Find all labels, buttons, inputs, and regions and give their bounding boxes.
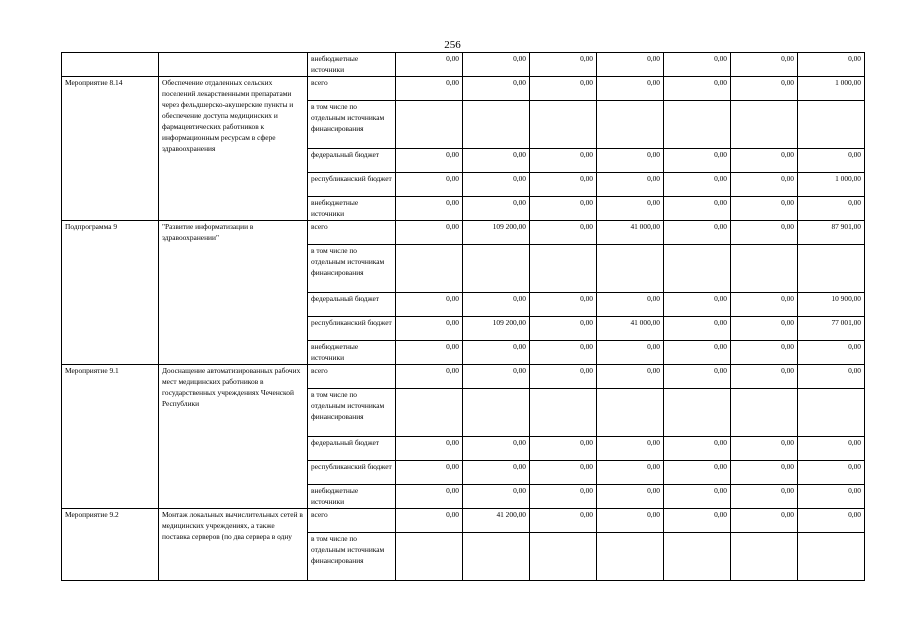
value-cell: 0,00 xyxy=(731,509,798,533)
value-cell: 0,00 xyxy=(530,365,597,389)
value-cell: 0,00 xyxy=(731,53,798,77)
value-cell: 0,00 xyxy=(597,341,664,365)
value-cell: 0,00 xyxy=(731,317,798,341)
value-cell: 0,00 xyxy=(396,173,463,197)
value-cell: 0,00 xyxy=(731,365,798,389)
value-cell: 0,00 xyxy=(396,77,463,101)
value-cell: 0,00 xyxy=(530,317,597,341)
value-cell: 0,00 xyxy=(463,293,530,317)
value-cell: 0,00 xyxy=(664,509,731,533)
value-cell xyxy=(396,101,463,149)
value-cell: 0,00 xyxy=(731,485,798,509)
value-cell: 0,00 xyxy=(664,221,731,245)
table-row xyxy=(62,221,865,245)
value-cell: 0,00 xyxy=(396,293,463,317)
value-cell: 0,00 xyxy=(530,149,597,173)
value-cell: 0,00 xyxy=(530,173,597,197)
value-cell: 0,00 xyxy=(396,197,463,221)
value-cell: 0,00 xyxy=(597,509,664,533)
source-cell: внебюджетные источники xyxy=(308,341,396,365)
value-cell: 0,00 xyxy=(597,77,664,101)
value-cell: 0,00 xyxy=(597,437,664,461)
source-cell: в том числе по отдельным источникам финансирования xyxy=(308,533,396,581)
value-cell: 0,00 xyxy=(396,53,463,77)
source-cell: республиканский бюджет xyxy=(308,173,396,197)
value-cell: 0,00 xyxy=(664,317,731,341)
value-cell: 77 001,00 xyxy=(798,317,865,341)
value-cell: 0,00 xyxy=(597,149,664,173)
value-cell: 41 000,00 xyxy=(597,317,664,341)
source-cell: республиканский бюджет xyxy=(308,461,396,485)
value-cell: 0,00 xyxy=(664,437,731,461)
source-cell: в том числе по отдельным источникам финансирования xyxy=(308,389,396,437)
value-cell: 0,00 xyxy=(396,509,463,533)
value-cell xyxy=(597,101,664,149)
value-cell xyxy=(731,389,798,437)
source-cell: внебюджетные источники xyxy=(308,53,396,77)
source-cell: всего xyxy=(308,509,396,533)
source-cell: республиканский бюджет xyxy=(308,317,396,341)
value-cell: 0,00 xyxy=(463,341,530,365)
value-cell: 0,00 xyxy=(664,365,731,389)
value-cell xyxy=(463,245,530,293)
value-cell xyxy=(664,101,731,149)
value-cell: 0,00 xyxy=(396,485,463,509)
value-cell xyxy=(530,245,597,293)
value-cell: 0,00 xyxy=(530,293,597,317)
value-cell: 0,00 xyxy=(463,173,530,197)
value-cell: 0,00 xyxy=(396,221,463,245)
source-cell: внебюджетные источники xyxy=(308,197,396,221)
value-cell: 0,00 xyxy=(530,221,597,245)
value-cell: 0,00 xyxy=(597,365,664,389)
value-cell xyxy=(798,101,865,149)
value-cell: 0,00 xyxy=(664,197,731,221)
value-cell: 0,00 xyxy=(731,173,798,197)
value-cell: 0,00 xyxy=(597,461,664,485)
value-cell: 0,00 xyxy=(396,365,463,389)
table-row xyxy=(62,365,865,389)
program-title: Монтаж локальных вычислительных сетей в медицинских учреждениях, а также поставка серверов (по два сервера в одну xyxy=(159,509,308,581)
value-cell: 0,00 xyxy=(731,293,798,317)
value-cell: 0,00 xyxy=(463,197,530,221)
value-cell: 0,00 xyxy=(664,149,731,173)
budget-table xyxy=(61,52,865,581)
value-cell xyxy=(664,245,731,293)
value-cell: 10 900,00 xyxy=(798,293,865,317)
value-cell: 0,00 xyxy=(597,293,664,317)
value-cell: 0,00 xyxy=(798,485,865,509)
value-cell xyxy=(530,533,597,581)
value-cell: 0,00 xyxy=(597,173,664,197)
value-cell: 0,00 xyxy=(798,197,865,221)
value-cell: 41 200,00 xyxy=(463,509,530,533)
table-row xyxy=(62,77,865,101)
value-cell: 0,00 xyxy=(731,77,798,101)
value-cell: 0,00 xyxy=(664,293,731,317)
value-cell: 0,00 xyxy=(798,365,865,389)
value-cell xyxy=(798,533,865,581)
value-cell: 1 000,00 xyxy=(798,173,865,197)
value-cell: 0,00 xyxy=(664,461,731,485)
source-cell: в том числе по отдельным источникам финансирования xyxy=(308,101,396,149)
code-cell xyxy=(62,53,159,77)
value-cell: 41 000,00 xyxy=(597,221,664,245)
value-cell: 0,00 xyxy=(396,341,463,365)
value-cell xyxy=(798,389,865,437)
value-cell: 0,00 xyxy=(530,461,597,485)
value-cell: 0,00 xyxy=(731,221,798,245)
value-cell xyxy=(463,533,530,581)
value-cell: 0,00 xyxy=(731,149,798,173)
value-cell: 0,00 xyxy=(798,149,865,173)
program-title: Дооснащение автоматизированных рабочих мест медицинских работников в государственных учреждениях Чеченской Республики xyxy=(159,365,308,509)
value-cell: 0,00 xyxy=(530,509,597,533)
value-cell: 109 200,00 xyxy=(463,221,530,245)
value-cell: 0,00 xyxy=(396,149,463,173)
value-cell: 0,00 xyxy=(396,437,463,461)
program-code: Подпрограмма 9 xyxy=(62,221,159,365)
source-cell: всего xyxy=(308,221,396,245)
source-cell: всего xyxy=(308,77,396,101)
value-cell xyxy=(731,101,798,149)
value-cell: 0,00 xyxy=(798,53,865,77)
program-title: "Развитие информатизации в здравоохранении" xyxy=(159,221,308,365)
program-code: Мероприятие 8.14 xyxy=(62,77,159,221)
value-cell: 0,00 xyxy=(396,317,463,341)
value-cell xyxy=(396,533,463,581)
title-cell xyxy=(159,53,308,77)
value-cell: 0,00 xyxy=(664,53,731,77)
source-cell: в том числе по отдельным источникам финансирования xyxy=(308,245,396,293)
page-number: 256 xyxy=(444,39,461,51)
value-cell: 0,00 xyxy=(463,365,530,389)
value-cell: 0,00 xyxy=(597,485,664,509)
value-cell xyxy=(396,389,463,437)
value-cell xyxy=(597,533,664,581)
value-cell xyxy=(597,389,664,437)
value-cell: 0,00 xyxy=(664,77,731,101)
source-cell: всего xyxy=(308,365,396,389)
value-cell: 0,00 xyxy=(463,53,530,77)
value-cell: 0,00 xyxy=(798,341,865,365)
value-cell xyxy=(664,389,731,437)
value-cell: 0,00 xyxy=(798,509,865,533)
value-cell: 109 200,00 xyxy=(463,317,530,341)
value-cell xyxy=(530,389,597,437)
value-cell: 0,00 xyxy=(664,173,731,197)
value-cell: 0,00 xyxy=(597,197,664,221)
source-cell: федеральный бюджет xyxy=(308,293,396,317)
value-cell xyxy=(530,101,597,149)
value-cell xyxy=(731,245,798,293)
value-cell: 0,00 xyxy=(530,341,597,365)
value-cell: 0,00 xyxy=(463,77,530,101)
value-cell xyxy=(597,245,664,293)
value-cell: 0,00 xyxy=(798,461,865,485)
value-cell: 0,00 xyxy=(731,197,798,221)
value-cell: 0,00 xyxy=(731,461,798,485)
value-cell xyxy=(396,245,463,293)
source-cell: федеральный бюджет xyxy=(308,149,396,173)
value-cell xyxy=(463,389,530,437)
source-cell: внебюджетные источники xyxy=(308,485,396,509)
value-cell xyxy=(731,533,798,581)
program-code: Мероприятие 9.1 xyxy=(62,365,159,509)
value-cell: 0,00 xyxy=(463,437,530,461)
value-cell: 0,00 xyxy=(463,461,530,485)
program-title: Обеспечение отдаленных сельских поселений лекарственными препаратами через фельдшерско-акушерские пункты и обеспечение доступа медицинских и фармацевтических работников к информационным ресурсам в сфере здравоохранения xyxy=(159,77,308,221)
value-cell: 0,00 xyxy=(664,485,731,509)
value-cell xyxy=(664,533,731,581)
value-cell: 1 000,00 xyxy=(798,77,865,101)
value-cell: 0,00 xyxy=(530,197,597,221)
value-cell: 0,00 xyxy=(530,437,597,461)
table-row xyxy=(62,53,865,77)
value-cell: 0,00 xyxy=(731,437,798,461)
value-cell: 0,00 xyxy=(530,77,597,101)
value-cell xyxy=(463,101,530,149)
value-cell: 0,00 xyxy=(463,485,530,509)
value-cell: 87 901,00 xyxy=(798,221,865,245)
value-cell: 0,00 xyxy=(530,53,597,77)
value-cell: 0,00 xyxy=(396,461,463,485)
value-cell: 0,00 xyxy=(731,341,798,365)
value-cell xyxy=(798,245,865,293)
value-cell: 0,00 xyxy=(530,485,597,509)
table-row xyxy=(62,509,865,533)
program-code: Мероприятие 9.2 xyxy=(62,509,159,581)
value-cell: 0,00 xyxy=(597,53,664,77)
value-cell: 0,00 xyxy=(463,149,530,173)
source-cell: федеральный бюджет xyxy=(308,437,396,461)
value-cell: 0,00 xyxy=(798,437,865,461)
value-cell: 0,00 xyxy=(664,341,731,365)
